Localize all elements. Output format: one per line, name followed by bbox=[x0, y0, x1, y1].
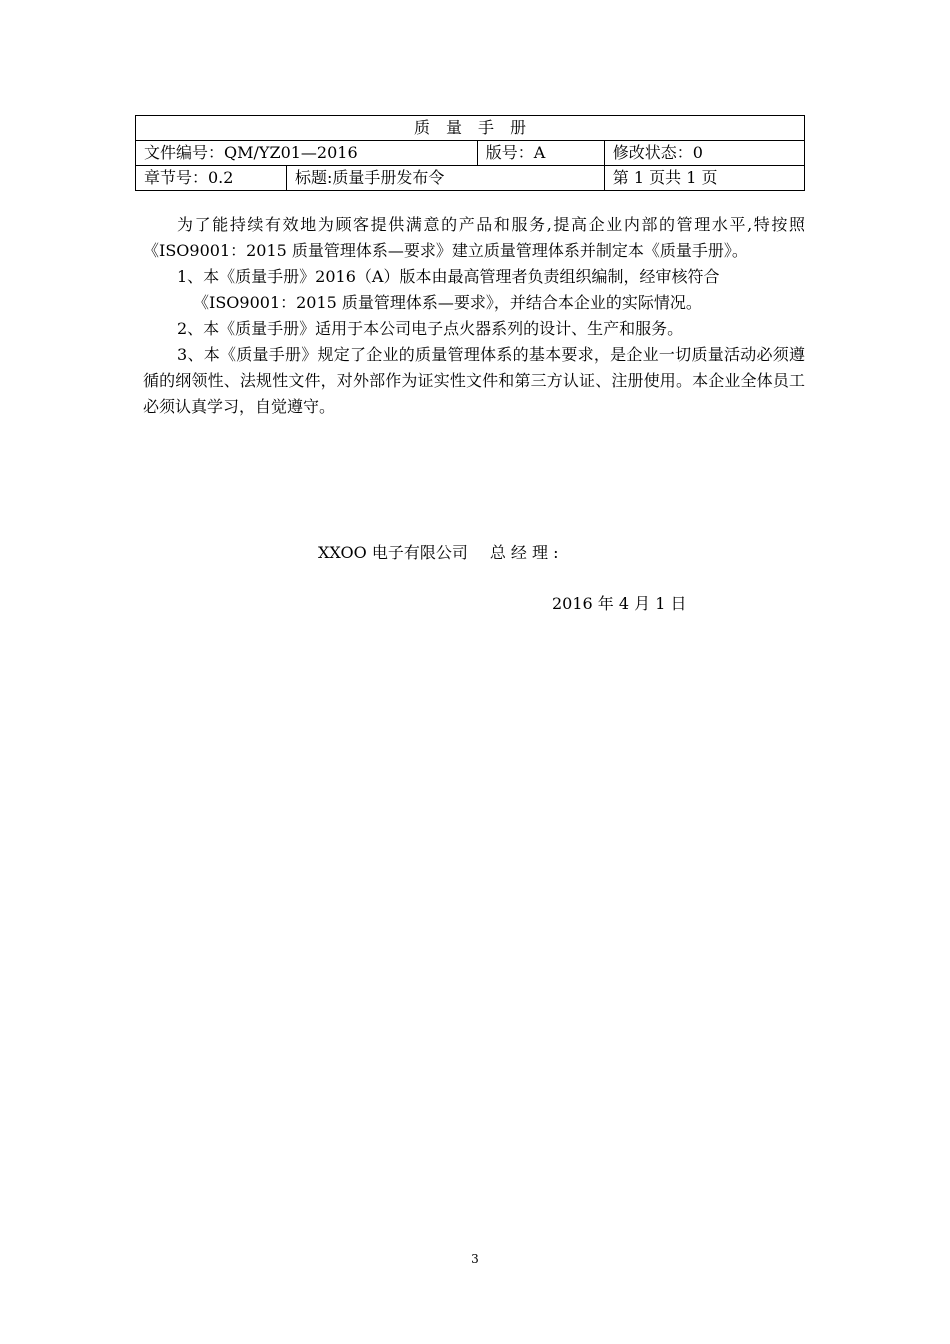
issue-date: 2016 年 4 月 1 日 bbox=[552, 594, 687, 613]
document-body bbox=[143, 212, 805, 420]
item-2-paragraph: 2、本《质量手册》适用于本公司电子点火器系列的设计、生产和服务。 bbox=[177, 319, 684, 338]
item-3-paragraph: 3、本《质量手册》规定了企业的质量管理体系的基本要求，是企业一切质量活动必须遵循的纲领性、法规性文件，对外部作为证实性文件和第三方认证、注册使用。本企业全体员工必须认真学习，自觉遵守。 bbox=[143, 345, 805, 416]
document-number: 文件编号：QM/YZ01—2016 bbox=[136, 141, 478, 166]
general-manager-label: 总 经 理 : bbox=[489, 543, 559, 562]
document-header-table bbox=[135, 115, 805, 191]
section-title: 标题:质量手册发布令 bbox=[287, 166, 605, 191]
signature-line bbox=[318, 540, 558, 563]
page-number: 3 bbox=[471, 1252, 479, 1266]
intro-paragraph: 为了能持续有效地为顾客提供满意的产品和服务,提高企业内部的管理水平,特按照《ISO9001：2015 质量管理体系—要求》建立质量管理体系并制定本《质量手册》。 bbox=[143, 215, 805, 260]
item-1-paragraph: 1、本《质量手册》2016（A）版本由最高管理者负责组织编制，经审核符合 bbox=[177, 267, 720, 286]
item-1-continuation: 《ISO9001：2015 质量管理体系—要求》，并结合本企业的实际情况。 bbox=[193, 293, 702, 312]
company-name: XXOO 电子有限公司 bbox=[318, 543, 468, 562]
version-number: 版号：A bbox=[477, 141, 604, 166]
manual-title: 质 量 手 册 bbox=[136, 116, 805, 141]
page-count: 第 1 页共 1 页 bbox=[604, 166, 804, 191]
chapter-number: 章节号：0.2 bbox=[136, 166, 287, 191]
revision-status: 修改状态：0 bbox=[604, 141, 804, 166]
